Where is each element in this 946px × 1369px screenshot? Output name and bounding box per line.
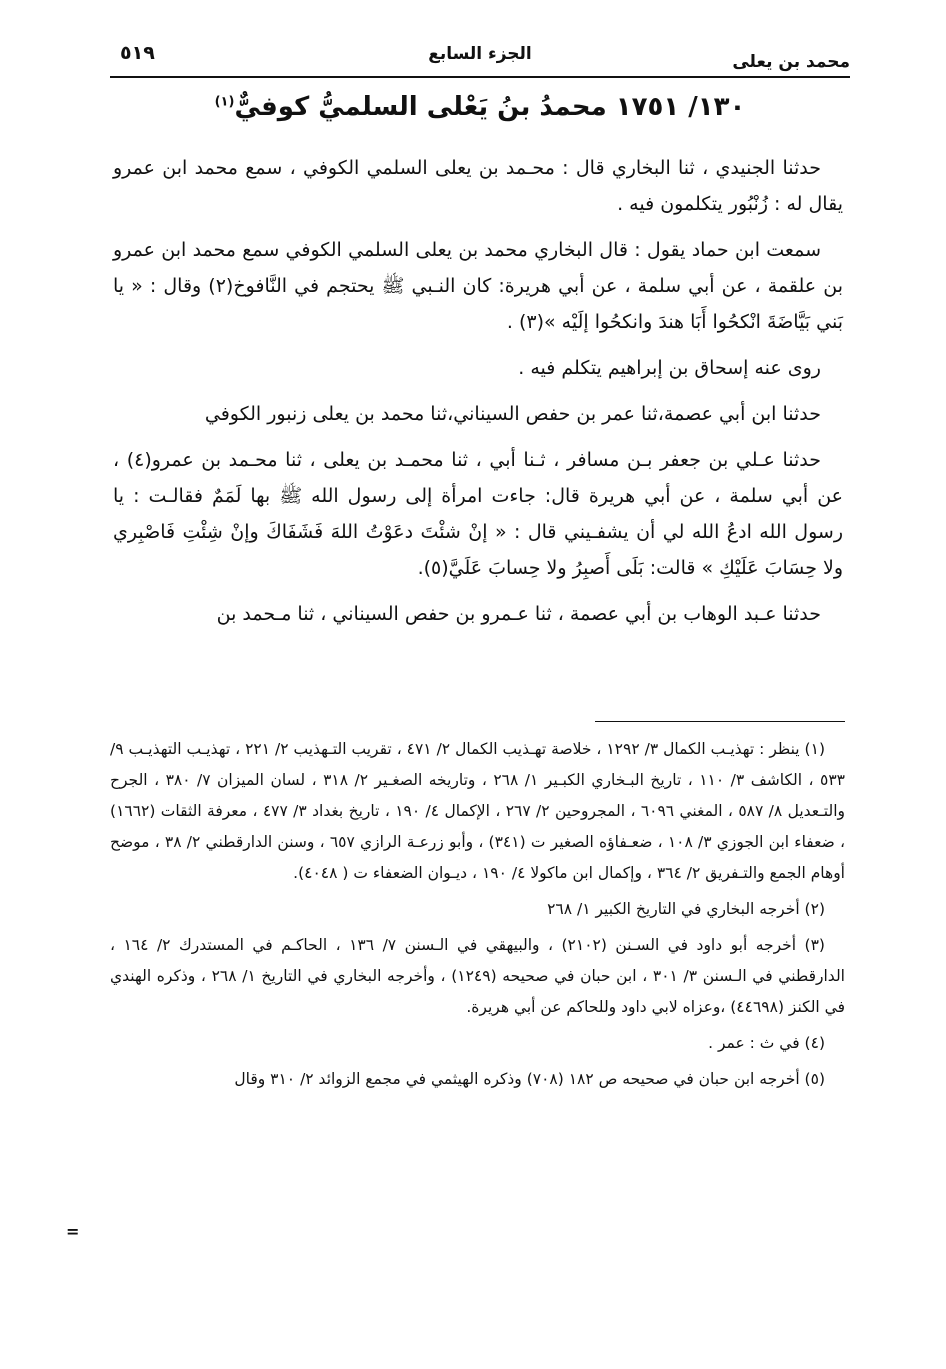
- paragraph: روى عنه إسحاق بن إبراهيم يتكلم فيه .: [518, 357, 821, 379]
- footnotes: [110, 734, 845, 1100]
- footnote: (٣) أخرجه أبو داود في السـنن (٢١٠٢) ، والبيهقي في الـسنن ٧/ ١٣٦ ، الحاكـم في المستدرك ٢/ ١٦٤ ، الدارقطني في الـسنن ٣/ ٣٠١ ، ابن حبان في صحيحه (١٢٤٩) ، وأخرجه البخاري في التاريخ ١/ ٢٦٨ ، وذكره الهندي في الكنز (٤٤٦٩٨) ،وعزاه لابي داود وللحاكم عن أبي هريرة.: [110, 936, 845, 1016]
- main-text: [113, 150, 843, 642]
- paragraph: حدثنا الجنيدي ، ثنا البخاري قال : محـمد بن يعلى السلمي الكوفي ، سمع محمد ابن عمرو يقال له : زُنْبُور يتكلمون فيه .: [113, 157, 843, 215]
- paragraph: حدثنا ابن أبي عصمة،ثنا عمر بن حفص السيناني،ثنا محمد بن يعلى زنبور الكوفي: [204, 403, 821, 425]
- entry-title: [110, 92, 850, 122]
- footnote: (١) ينظر : تهذيـب الكمال ٣/ ١٢٩٢ ، خلاصة تهـذيب الكمال ٢/ ٤٧١ ، تقريب التـهذيب ٢/ ٢٢١ ، تهذيـب التهذيـب ٩/ ٥٣٣ ، الكاشف ٣/ ١١٠ ، تاريخ البـخاري الكبـير ١/ ٢٦٨ ، وتاريخه الصغـير ٢/ ٣١٨ ، لسان الميزان ٧/ ٣٨٠ ، الجرح والتـعديل ٨/ ٥٨٧ ، المغني ٦٠٩٦ ، المجروحين ٢/ ٢٦٧ ، الإكمال ٤/ ١٩٠ ، تاريخ بغداد ٣/ ٤٧٧ ، معرفة الثقات (١٦٦٢) ، ضعفاء ابن الجوزي ٣/ ١٠٨ ، ضعـفاؤه الصغير ت (٣٤١) ، وأبو زرعـة الرازي ٦٥٧ ، وسنن الدارقطني ٢/ ٣٨ ، موضح أوهام الجمع والتـفريق ٢/ ٣٦٤ ، وإكمال ابن ماكولا ٤/ ١٩٠ ، ديـوان الضعفاء ت ( ٤٠٤٨).: [110, 740, 845, 882]
- header-volume-label: الجزء السابع: [428, 44, 532, 64]
- running-header: [110, 40, 850, 74]
- title-footnote-ref: (١): [214, 94, 235, 110]
- entry-title-text: ١٣٠/ ١٧٥١ محمدُ بنُ يَعْلى السلميُّ كوفيٌّ: [234, 92, 746, 122]
- footnote: (٢) أخرجه البخاري في التاريخ الكبير ١/ ٢٦٨: [547, 900, 825, 918]
- header-author-name: محمد بن يعلى: [732, 52, 850, 72]
- page-number: ٥١٩: [120, 42, 155, 64]
- paragraph: سمعت ابن حماد يقول : قال البخاري محمد بن يعلى السلمي الكوفي سمع محمد ابن عمرو بن علقمة ، عن أبي سلمة ، عن أبي هريرة: كان النـبي ﷺ يحتجم في النَّافوخ(٢) وقال : « يا بَني بَيَّاضَةَ انْكحُوا أَبَا هندَ وانكحُوا إلَيْه »(٣) .: [113, 239, 843, 333]
- paragraph: حدثنا عـبد الوهاب بن أبي عصمة ، ثنا عـمرو بن حفص السيناني ، ثنا مـحمد بن: [216, 603, 821, 625]
- footnote: (٤) في ث : عمر .: [708, 1034, 825, 1052]
- continuation-mark: =: [66, 1222, 80, 1241]
- footnote-divider: [595, 721, 845, 722]
- footnote: (٥) أخرجه ابن حبان في صحيحه ص ١٨٢ (٧٠٨) وذكره الهيثمي في مجمع الزوائد ٢/ ٣١٠ وقال: [234, 1070, 825, 1088]
- paragraph: حدثنا عـلي بن جعفر بـن مسافر ، ثـنا أبي ، ثنا محمـد بن يعلى ، ثنا محـمد بن عمرو(٤) ، عن أبي سلمة ، عن أبي هريرة قال: جاءت امرأة إلى رسول الله ﷺ بها لَمَمٌ فقالـت : يا رسول الله ادعُ الله لي أن يشفـيني قال : « إنْ شئْتَ دعَوْتُ اللهَ فَشَفَاكَ وإنْ شِئْتِ فَاصْبِري ولا حِسَابَ عَلَيْكِ » قالت: بَلَى أَصبِرُ ولا حِسابَ عَلَيَّ(٥).: [113, 449, 843, 579]
- header-divider: [110, 76, 850, 78]
